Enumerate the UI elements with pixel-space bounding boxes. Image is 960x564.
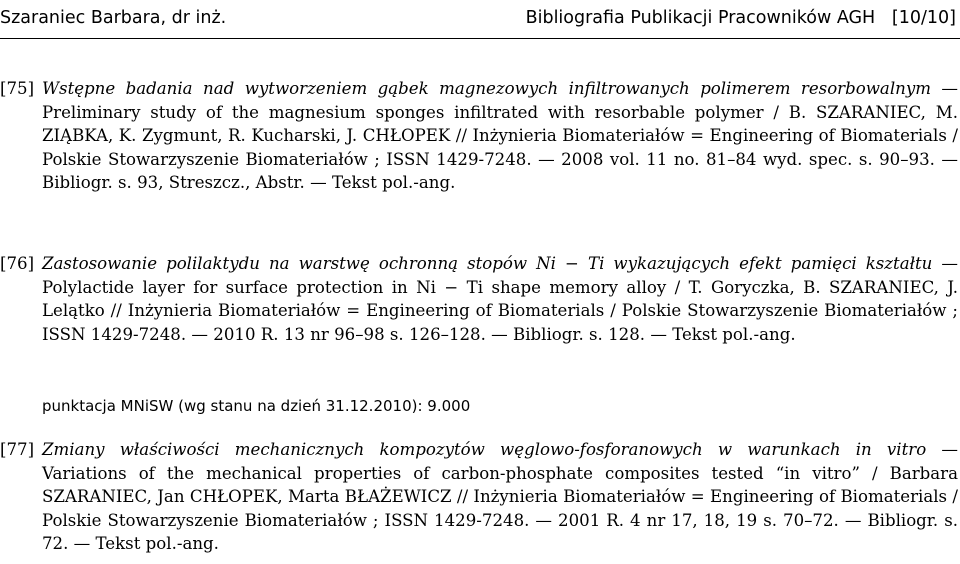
header-divider	[0, 38, 960, 39]
header-title-group	[526, 0, 956, 36]
entry-title-pl: Zastosowanie polilaktydu na warstwę ochronną stopów Ni − Ti wykazujących efekt pamięci kształtu	[42, 254, 933, 273]
entry-body	[42, 77, 958, 195]
entry-details: — Polylactide layer for surface protection in Ni − Ti shape memory alloy / T. Goryczka, B. SZARANIEC, J. Lelątko // Inżynieria Biomateriałów = Engineering of Biomaterials / Polskie Stowarzyszenie Biomateriałów ; ISSN 1429-7248. — 2010 R. 13 nr 96–98 s. 126–128. — Bibliogr. s. 128. — Tekst pol.-ang.	[42, 254, 958, 344]
entry-body	[42, 438, 958, 556]
entry-body	[42, 252, 958, 346]
entry-details: — Variations of the mechanical properties of carbon-phosphate composites tested “in vitro” / Barbara SZARANIEC, Jan CHŁOPEK, Marta BŁAŻEWICZ // Inżynieria Biomateriałów = Engineering of Biomaterials / Polskie Stowarzyszenie Biomateriałów ; ISSN 1429-7248. — 2001 R. 4 nr 17, 18, 19 s. 70–72. — Bibliogr. s. 72. — Tekst pol.-ang.	[42, 440, 959, 554]
entry-title-pl: Wstępne badania nad wytworzeniem gąbek magnezowych infiltrowanych polimerem resorbowalnym	[42, 79, 931, 98]
bibliography-entry-77	[0, 438, 958, 556]
header-title: Bibliografia Publikacji Pracowników AGH	[525, 8, 876, 28]
entry-title-pl: Zmiany właściwości mechanicznych kompozytów węglowo-fosforanowych w warunkach in vitro	[42, 440, 927, 459]
bibliography-entry-76	[0, 252, 958, 346]
header-author: Szaraniec Barbara, dr inż.	[0, 8, 227, 28]
entry-score: punktacja MNiSW (wg stanu na dzień 31.12.2010): 9.000	[42, 397, 471, 415]
bibliography-entry-75	[0, 77, 958, 195]
entry-number: [75]	[0, 79, 35, 98]
entry-number: [77]	[0, 440, 35, 459]
header-page-number: [10/10]	[891, 8, 956, 28]
entry-details: — Preliminary study of the magnesium sponges infiltrated with resorbable polymer / B. SZARANIEC, M. ZIĄBKA, K. Zygmunt, R. Kucharski, J. CHŁOPEK // Inżynieria Biomateriałów = Engineering of Biomaterials / Polskie Stowarzyszenie Biomateriałów ; ISSN 1429-7248. — 2008 vol. 11 no. 81–84 wyd. spec. s. 90–93. — Bibliogr. s. 93, Streszcz., Abstr. — Tekst pol.-ang.	[42, 79, 958, 193]
entry-number: [76]	[0, 254, 35, 273]
page-header	[0, 0, 960, 36]
